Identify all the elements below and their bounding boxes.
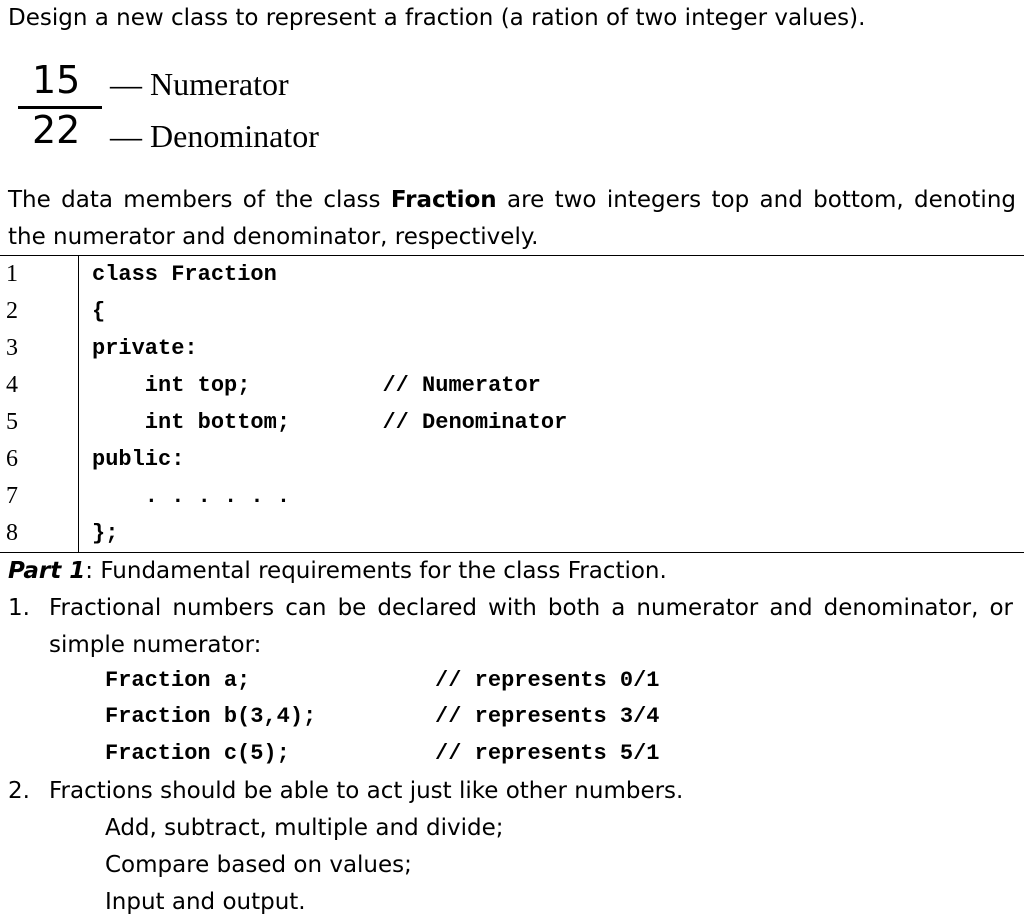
part1-title: : Fundamental requirements for the class Fraction. [85,558,667,584]
line-number: 6 [6,446,18,472]
item1-line2: simple numerator: [49,632,262,658]
code-example: Fraction b(3,4); // represents 3/4 [105,704,660,729]
class-name: Fraction [390,187,497,213]
line-number: 3 [6,335,18,361]
members-paragraph [8,182,1016,256]
code-line: class Fraction [92,262,277,287]
list-number: 2. [8,778,30,804]
code-example: Fraction c(5); // represents 5/1 [105,741,660,766]
fraction-figure [18,58,418,158]
code-line: . . . . . . [92,484,291,509]
fraction-numerator: 15 [32,58,81,102]
item2-text: Fractions should be able to act just like other numbers. [49,778,684,804]
code-line: private: [92,336,198,361]
list-number: 1. [8,595,30,621]
list-item-2 [8,773,1016,810]
denominator-label: — Denominator [110,118,319,154]
sub-item: Add, subtract, multiple and divide; [105,815,504,841]
line-number: 1 [6,261,18,287]
line-number: 8 [6,520,18,546]
intro-text: Design a new class to represent a fraction (a ration of two integer values). [8,5,866,31]
code-table-divider [78,256,79,552]
sub-item: Compare based on values; [105,852,412,878]
part1-label: Part 1 [8,558,86,584]
members-text-before: The data members of the class [8,187,391,213]
members-text-after: are two integers top and bottom, denoting the numerator and denominator, respectively. [8,187,1017,250]
line-number: 2 [6,298,18,324]
sub-item: Input and output. [105,889,306,915]
part1-heading [8,553,1016,590]
code-table [0,255,1024,553]
code-line: public: [92,447,185,472]
line-number: 7 [6,483,18,509]
code-line: int top; // Numerator [92,373,541,398]
code-line: int bottom; // Denominator [92,410,568,435]
code-example: Fraction a; // represents 0/1 [105,668,660,693]
fraction-denominator: 22 [32,108,81,152]
numerator-label: — Numerator [110,66,289,102]
item1-line1: Fractional numbers can be declared with both a numerator and denominator, or [49,595,1013,621]
code-line: { [92,299,106,324]
line-number: 4 [6,372,18,398]
code-line: }; [92,521,119,546]
line-number: 5 [6,409,18,435]
